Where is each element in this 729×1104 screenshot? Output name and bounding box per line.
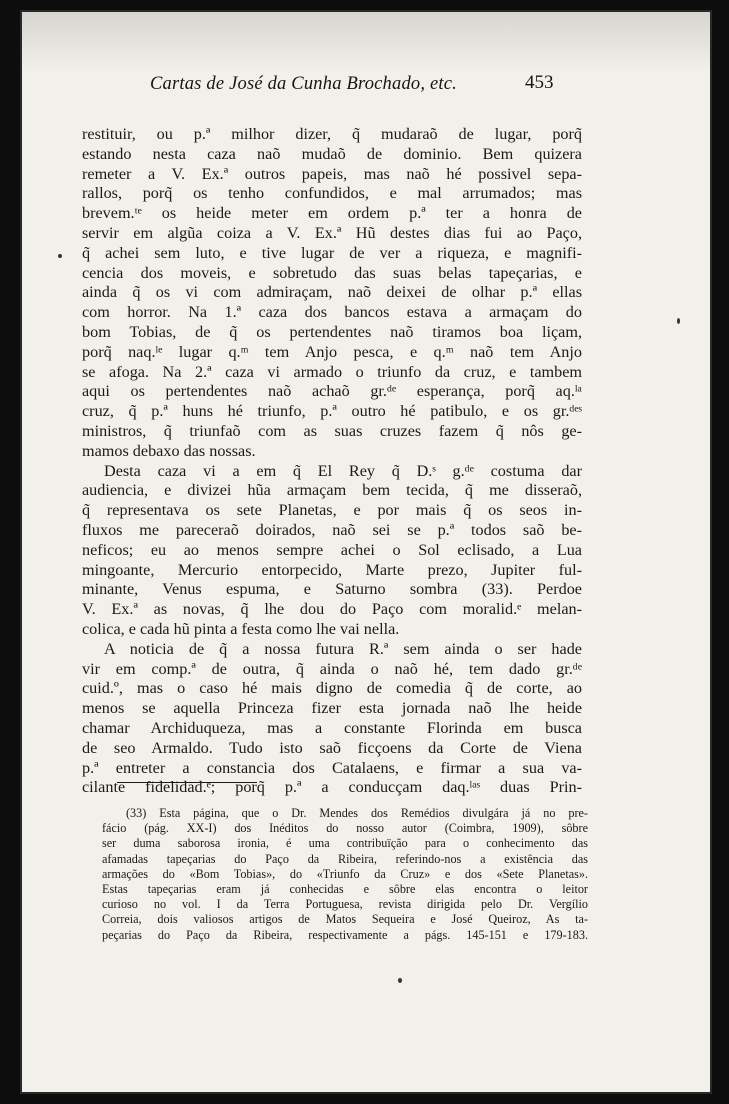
paragraph-end-line: colica, e cada hũ pinta a festa como lhe vai nella.: [82, 619, 400, 638]
text-line: minante, Venus espuma, e Saturno sombra (33). Perdoe: [82, 580, 582, 599]
footnote-line: peçarias do Paço da Ribeira, respectivamente a págs. 145-151 e 179-183.: [102, 927, 588, 942]
text-line: chamar Archiduqueza, mas a constante Florinda em busca: [82, 718, 582, 737]
ink-speck: [58, 254, 62, 258]
ink-speck: [398, 978, 402, 983]
text-line: q̃ representava os sete Planetas, e por mais q̃ os seos in-: [82, 501, 582, 520]
main-text: [82, 125, 582, 798]
page-top-shadow: [22, 12, 710, 72]
text-line: aqui os pertendentes naõ achaõ gr.ᵈᵉ esperança, porq̃ aq.ˡᵃ: [82, 382, 582, 401]
text-line: menos se aquella Princeza fizer esta jornada naõ lhe heide: [82, 699, 582, 718]
text-line: cencia dos moveis, e sobretudo das suas belas tapeçarias, e: [82, 263, 582, 282]
text-line: brevem.ᵗᵉ os heide meter em ordem p.ª ter a honra de: [82, 204, 582, 223]
footnote-line: armações do «Bom Tobias», do «Triunfo da Cruz» e dos «Sete Planetas».: [102, 866, 588, 881]
text-line: mingoante, Mercurio entorpecido, Marte prezo, Jupiter ful-: [82, 560, 582, 579]
footnote-line: Correia, dois valiosos artigos de Matos Sequeira e José Queiroz, As ta-: [102, 912, 588, 927]
text-line: ainda q̃ os vi com admiraçam, naõ deixei de olhar p.ª ellas: [82, 283, 582, 302]
text-line: restituir, ou p.ª milhor dizer, q̃ mudaraõ de lugar, porq̃: [82, 125, 582, 143]
footnote-line: ser duma saborosa ironia, é uma contribuïção para o conhecimento das: [102, 836, 588, 851]
footnote-rule: [117, 782, 257, 783]
text-line: de seo Armaldo. Tudo isto saõ ficçoens da Corte de Viena: [82, 738, 582, 757]
ink-speck: [677, 318, 680, 324]
paragraph-start-line: A noticia de q̃ a nossa futura R.ª sem ainda o ser hade: [104, 639, 582, 658]
text-line: V. Ex.ª as novas, q̃ lhe dou do Paço com moralid.ᵉ melan-: [82, 600, 582, 619]
text-line: cuid.º, mas o caso hé mais digno de comedia q̃ de corte, ao: [82, 679, 582, 698]
page-number: 453: [525, 72, 554, 93]
text-line: vir em comp.ª de outra, q̃ ainda o naõ hé, tem dado gr.ᵈᵉ: [82, 659, 582, 678]
text-line: com horror. Na 1.ª caza dos bancos estava a armaçam do: [82, 303, 582, 322]
text-line: fluxos me pareceraõ doirados, naõ sei se p.ª todos saõ be-: [82, 520, 582, 539]
footnote: [102, 806, 588, 943]
text-line: estando nesta caza naõ mudaõ de dominio. Bem quizera: [82, 144, 582, 163]
text-line: ministros, q̃ triunfaõ com as suas cruzes fazem q̃ nôs ge-: [82, 421, 582, 440]
footnote-line: Estas tapeçarias eram já conhecidas e sôbre elas encontra o leitor: [102, 881, 588, 896]
text-line: bom Tobias, de q̃ os pertendentes naõ tiramos boa liçam,: [82, 322, 582, 341]
footnote-line: fácio (pág. XX-I) dos Inéditos do nosso autor (Coimbra, 1909), sôbre: [102, 821, 588, 836]
paragraph-end-line: mamos debaxo das nossas.: [82, 441, 256, 460]
book-page: [22, 12, 710, 1092]
text-line: rallos, porq̃ os tenho confundidos, e mal arrumados; mas: [82, 184, 582, 203]
text-line: p.ª entreter a constancia dos Catalaens, e firmar a sua va-: [82, 758, 582, 777]
text-line: q̃ achei sem luto, e tive lugar de ver a riqueza, e magnifi-: [82, 243, 582, 262]
footnote-line: (33) Esta página, que o Dr. Mendes dos Remédios divulgára já no pre-: [126, 806, 588, 820]
footnote-line: afamadas tapeçarias do Paço da Ribeira, referindo-nos a existência das: [102, 851, 588, 866]
text-line: servir em algũa coiza a V. Ex.ª Hũ destes dias fui ao Paço,: [82, 223, 582, 242]
text-line: cilante fidelidad.ᵉ; porq̃ p.ª a conducçam daq.ˡᵃˢ duas Prin-: [82, 778, 582, 797]
text-line: neficos; eu ao menos sempre achei o Sol eclisado, a Lua: [82, 540, 582, 559]
text-line: audiencia, e divizei hũa armaçam bem tecida, q̃ me disseraõ,: [82, 481, 582, 500]
text-line: cruz, q̃ p.ª huns hé triunfo, p.ª outro hé patibulo, e os gr.ᵈᵉˢ: [82, 402, 582, 421]
footnote-line: curioso no vol. I da Terra Portuguesa, revista dirigida pelo Dr. Vergílio: [102, 897, 588, 912]
text-line: porq̃ naq.ˡᵉ lugar q.ᵐ tem Anjo pesca, e q.ᵐ naõ tem Anjo: [82, 342, 582, 361]
running-header: Cartas de José da Cunha Brochado, etc.: [150, 74, 457, 94]
paragraph-start-line: Desta caza vi a em q̃ El Rey q̃ D.ˢ g.ᵈᵉ costuma dar: [104, 461, 582, 480]
text-line: remeter a V. Ex.ª outros papeis, mas naõ hé possivel sepa-: [82, 164, 582, 183]
text-line: se afoga. Na 2.ª caza vi armado o triunfo da cruz, e tambem: [82, 362, 582, 381]
